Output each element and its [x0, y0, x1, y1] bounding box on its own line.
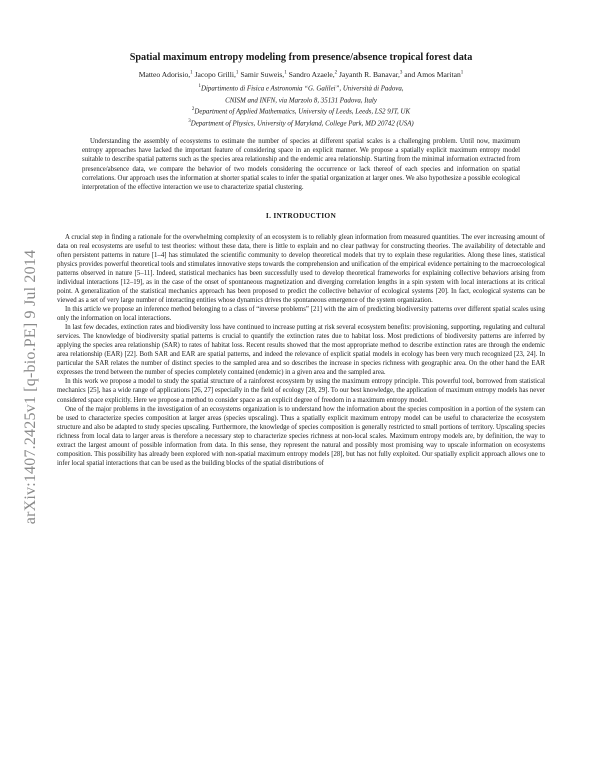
affiliation: $^2$Department of Applied Mathematics, University of Leeds, Leeds, LS2 9JT, UK [191, 107, 411, 116]
author: and Amos Maritan$^1$ [404, 70, 464, 79]
author: Jacopo Grilli,$^1$ [194, 70, 239, 79]
paragraph: In this article we propose an inference method belonging to a class of “inverse problems” [21] with the aim of predicting biodiversity patterns over different spatial scales using only the information on local interactions. [57, 306, 545, 323]
body-text [57, 233, 545, 468]
author: Matteo Adorisio,$^1$ [138, 70, 193, 79]
author: Samir Suweis,$^1$ [240, 70, 287, 79]
author-list [57, 70, 545, 79]
affiliation: CNISM and INFN, via Marzolo 8, 35131 Padova, Italy [225, 96, 377, 104]
affiliation: $^3$Department of Physics, University of Maryland, College Park, MD 20742 (USA) [188, 118, 414, 128]
arxiv-identifier: arXiv:1407.2425v1 [q-bio.PE] 9 Jul 2014 [22, 249, 39, 525]
section-heading: I. INTRODUCTION [265, 210, 337, 220]
paragraph: One of the major problems in the investigation of an ecosystems organization is to understand how the information about the species composition in a portion of the system can be used to characterize species composition at larger areas (species upscaling). Thus a spatially explicit maximum entropy model can be useful to characterize the ecosystem structure and also be adapted to study species upscaling. Furthermore, the knowledge of species composition is generally restricted to small portions of territory. Upscaling species richness from local data to larger areas is therefore a necessary step to characterize species richness at non-local scales. Maximum entropy models are, by definition, the way to extract the largest amount of possible information from data. In this sense, they represent the natural and possibly most promising way to upscale information on ecosystems composition. This possibility has already been explored with non-spatial maximum entropy models [28], but has not fully exploited. Our spatially explicit approach allows one to infer local spatial interactions that can be used as the building blocks of the spatial distributions of [57, 405, 545, 467]
paragraph: In this work we propose a model to study the spatial structure of a rainforest ecosystem by using the maximum entropy principle. This powerful tool, borrowed from statistical mechanics [25], has a wide range of applications [26, 27] especially in the field of ecology [28, 29]. To our best knowledge, the application of maximum entropy models has never considered space explicitly. Here we propose a method to consider space as an explicit degree of freedom in a maximum entropy model. [57, 378, 545, 404]
paragraph: A crucial step in finding a rationale for the overwhelming complexity of an ecosystem is to reliably glean information from measured quantities. The ever increasing amount of data on real ecosystems are useful to test theories: without these data, there is little to explain and no clear pathway for constructing theories. The availability of detectable and often persistent patterns in nature [1–4] has stimulated the scientific community to develop theoretical models that try to explain these regularities. Along these lines, statistical physics provides powerful theoretical tools and stimulates innovative steps towards the comprehension and unification of the empirical evidence pertaining to the macroecological patterns observed in nature [5–11]. Indeed, statistical mechanics has been successfully used to develop theoretical frameworks for explaining collective behaviors arising from individual interactions [12–19], as in the case of the onset of spontaneous magnetization and diverging correlation lengths in a spin system with local interactions at its critical point. A generalization of the statistical mechanics approach has been proposed to predict the collective behavior of ecological systems [20]. In fact, ecological systems can be viewed as a set of very large number of interacting entities whose dynamics drives the spontaneous emergence of the system organization. [57, 233, 545, 304]
paragraph: In last few decades, extinction rates and biodiversity loss have continued to increase putting at risk several ecosystem benefits: provisioning, supporting, regulating and cultural services. The knowledge of biodiversity spatial patterns is crucial to quantify the extinction rates due to habitat loss. Most predictions of biodiversity patterns are inferred by applying the species area relationship (SAR) to rates of habitat loss. Recent results showed that the most appropriate method to describe extinction rates are through the endemic area relationship (EAR) [22]. Both SAR and EAR are spatial patterns, and indeed the relevance of explicit spatial models in ecology has been very much recognized [23, 24]. In particular the SAR relates the number of distinct species to the sampled area and so describes the increase in species richness with geographic area. On the other hand the EAR expresses the trend between the number of species completely contained (endemic) in a given area and the sampled area. [57, 324, 545, 377]
paper-content [57, 52, 545, 468]
abstract: Understanding the assembly of ecosystems to estimate the number of species at different spatial scales is a challenging problem. Until now, maximum entropy approaches have lacked the important feature of considering space in an explicit manner. We propose a spatially explicit maximum entropy model suitable to describe spatial patterns such as the species area relationship and the endemic area relationship. Starting from the minimal information extracted from presence/absence data, we compare the behavior of two models considering the occurrence or lack thereof of each species and information on spatial correlations. Our approach uses the information at shorter spatial scales to infer the spatial organization at larger ones. We also hypothesize a possible ecological interpretation of the effective interaction we use to characterize spatial clustering. [82, 138, 520, 191]
affiliation: $^1$Dipartimento di Fisica e Astronomia “G. Galilei”, Università di Padova, [198, 84, 404, 93]
author: Jayanth R. Banavar,$^3$ [339, 70, 403, 79]
paper-title: Spatial maximum entropy modeling from presence/absence tropical forest data [129, 52, 473, 63]
author: Sandro Azaele,$^2$ [288, 70, 338, 79]
arxiv-stamp [14, 249, 48, 525]
affiliations [57, 82, 545, 128]
